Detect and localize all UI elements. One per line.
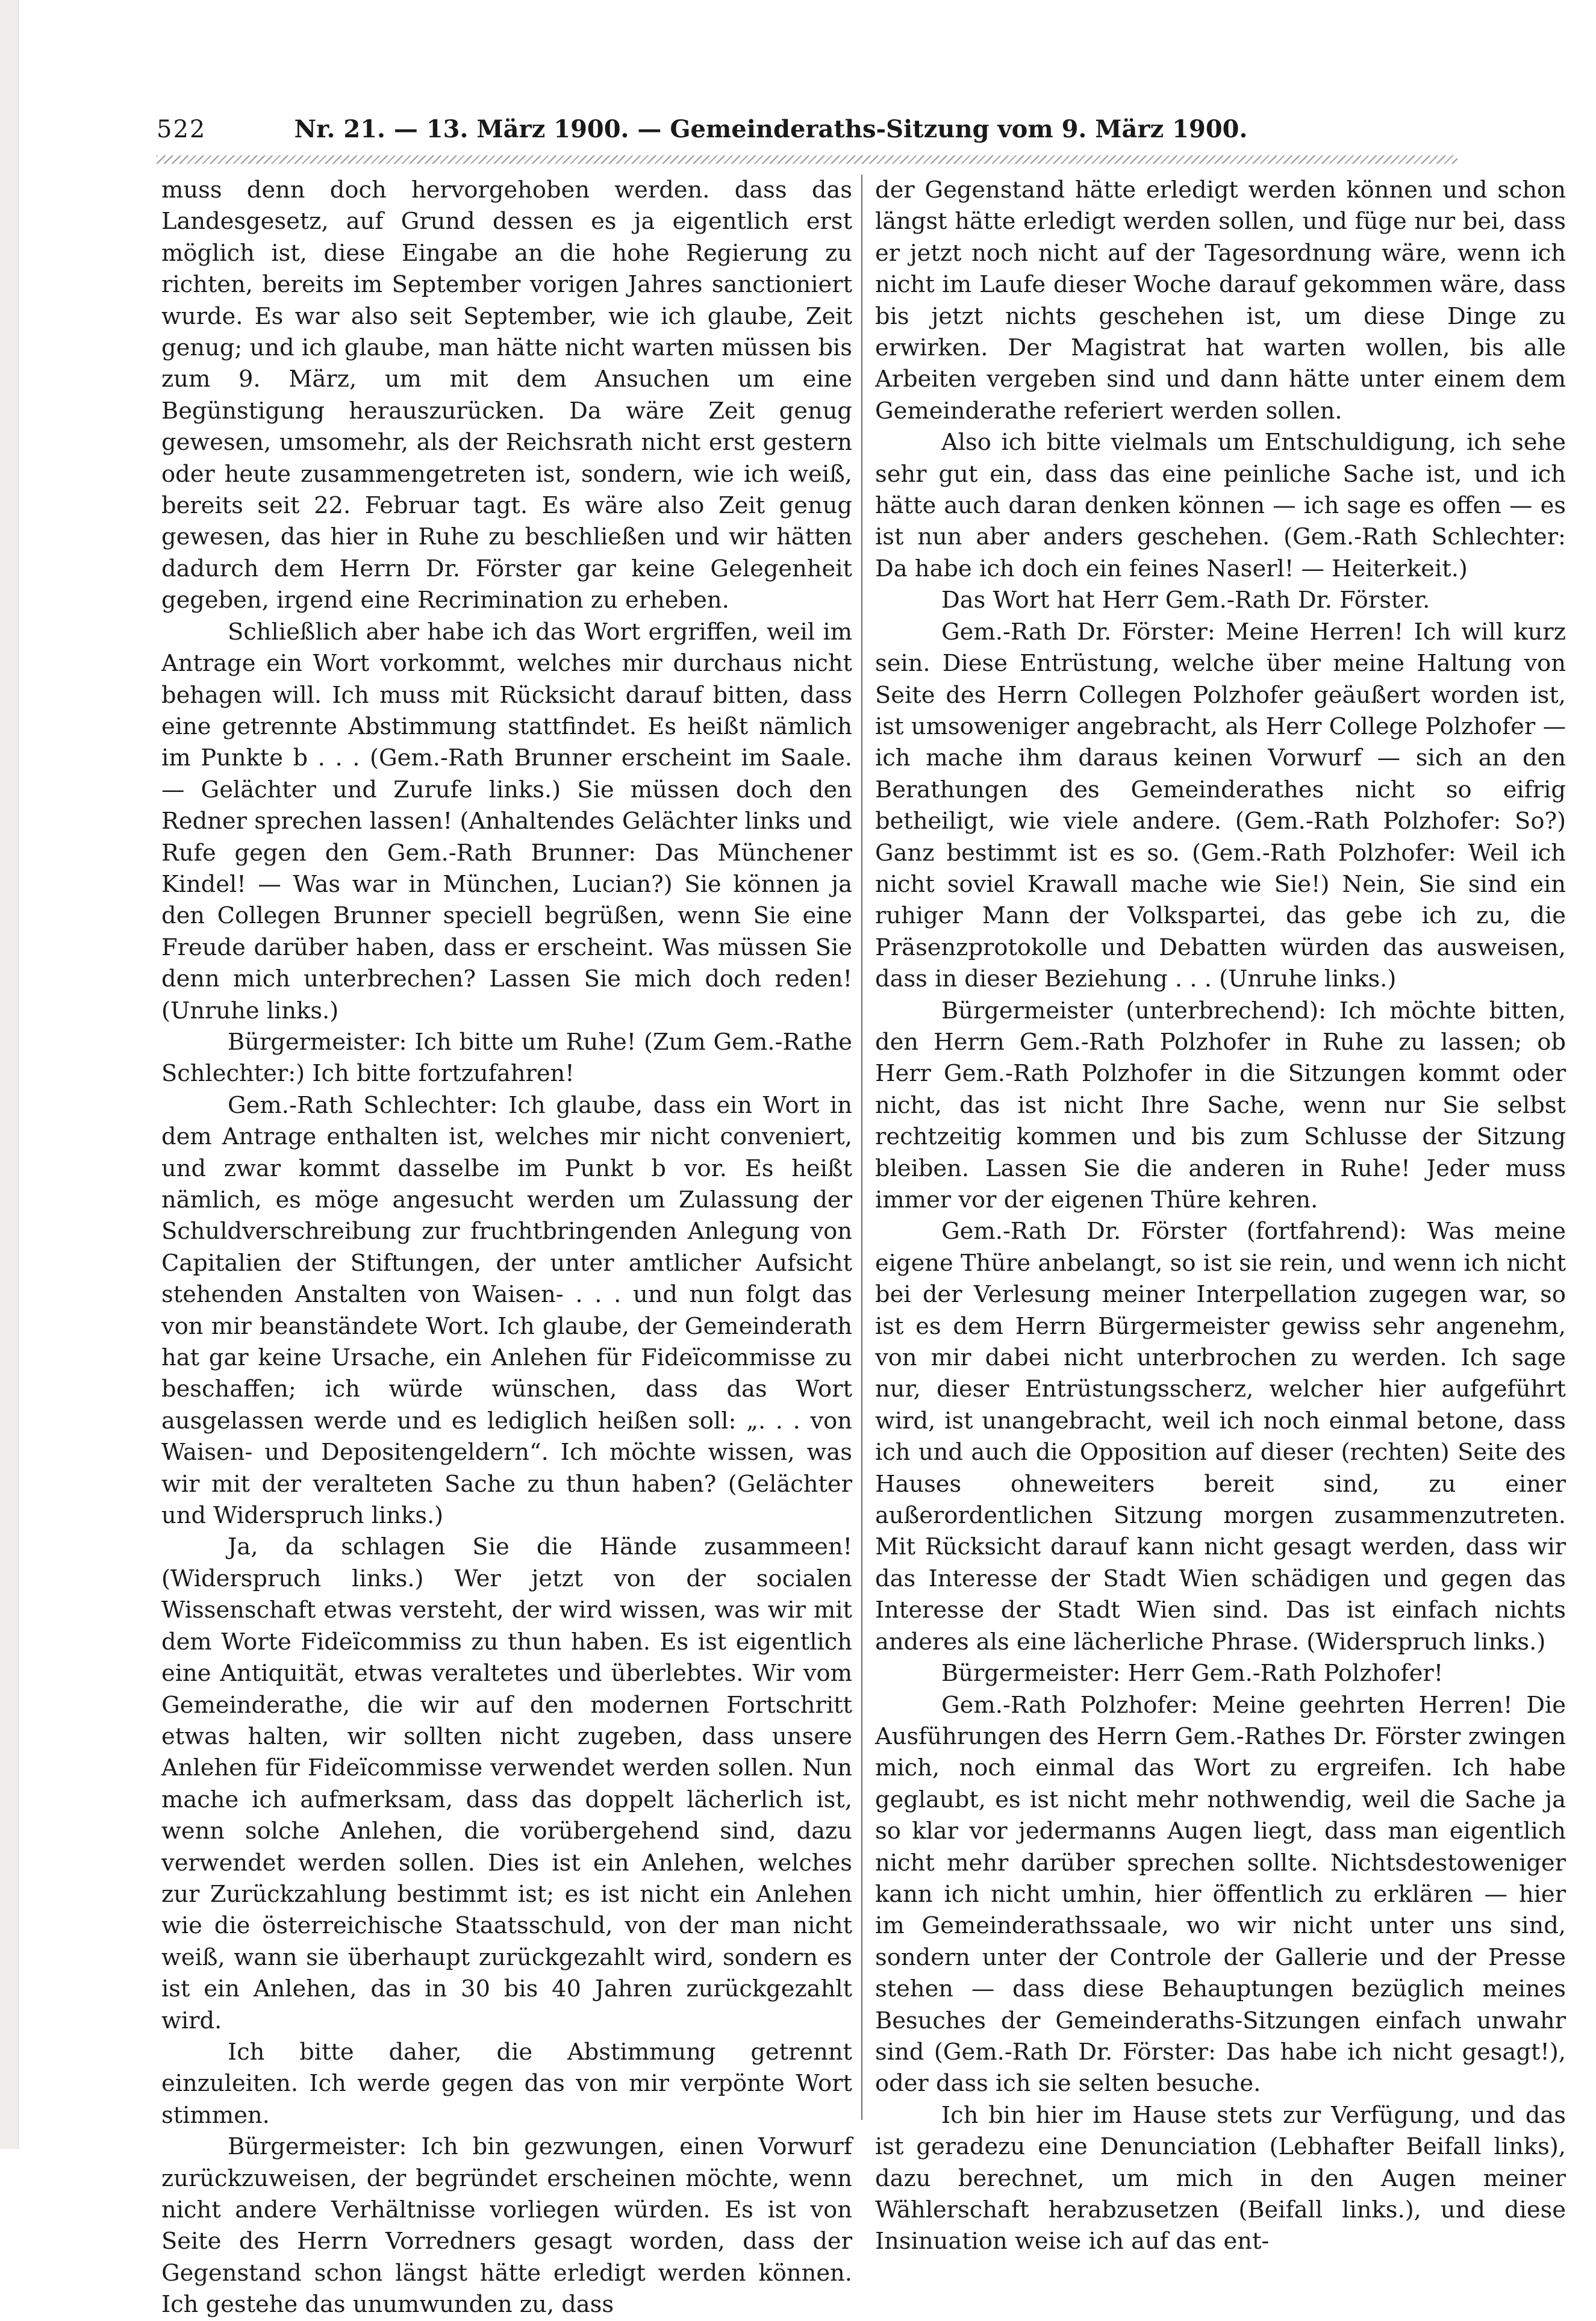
scan-edge <box>0 0 19 2149</box>
paragraph-speaker: Gem.-Rath Schlechter: Ich glaube, dass ein Wort in dem Antrage enthalten ist, welches mir nicht conveniert, und zwar kommt dasselbe im Punkt b vor. Es heißt nämlich, es möge angesucht werden um Zulassung der Schuldverschreibung zur fruchtbringenden Anlegung von Capitalien der Stiftungen, der unter amtlicher Aufsicht stehenden Anstalten von Waisen- . . . und nun folgt das von mir beanständete Wort. Ich glaube, der Gemeinderath hat gar keine Ursache, ein Anlehen für Fideïcommisse zu beschaffen; ich würde wünschen, dass das Wort ausgelassen werde und es lediglich heißen soll: „. . . von Waisen- und Depositengeldern“. Ich möchte wissen, was wir mit der veralteten Sache zu thun haben? (Gelächter und Widerspruch links.) <box>161 1091 852 1530</box>
paragraph: Schließlich aber habe ich das Wort ergriffen, weil im Antrage ein Wort vorkommt, welches mir durchaus nicht behagen will. Ich muss mit Rücksicht darauf bitten, dass eine getrennte Abstimmung stattfindet. Es heißt nämlich im Punkte b . . . (Gem.-Rath Brunner erscheint im Saale. — Gelächter und Zurufe links.) Sie müssen doch den Redner sprechen lassen! (Anhaltendes Gelächter links und Rufe gegen den Gem.-Rath Brunner: Das Münchener Kindel! — Was war in München, Lucian?) Sie können ja den Collegen Brunner speciell begrüßen, wenn Sie eine Freude darüber haben, dass er erscheint. Was müssen Sie denn mich unterbrechen? Lassen Sie mich doch reden! (Unruhe links.) <box>161 618 852 1024</box>
paragraph: Ich bin hier im Hause stets zur Verfügung, und das ist geradezu eine Denunciation (Lebhafter Beifall links), dazu berechnet, um mich in den Augen meiner Wählerschaft herabzusetzen (Beifall links.), und diese Insinuation weise ich auf das ent- <box>875 2101 1566 2255</box>
paragraph: Das Wort hat Herr Gem.-Rath Dr. Förster. <box>941 587 1430 614</box>
paragraph-speaker: Bürgermeister: Herr Gem.-Rath Polzhofer! <box>941 1660 1444 1687</box>
paragraph-speaker: Bürgermeister (unterbrechend): Ich möchte bitten, den Herrn Gem.-Rath Polzhofer in Ruhe zu lassen; ob Herr Gem.-Rath Polzhofer in die Sitzungen kommt oder nicht, das ist nicht Ihre Sache, wenn nur Sie selbst rechtzeitig kommen und bis zum Schlusse der Sitzung bleiben. Lassen Sie die anderen in Ruhe! Jeder muss immer vor der eigenen Thüre kehren. <box>875 997 1566 1213</box>
column-divider <box>861 175 862 2120</box>
header-rule <box>157 155 1457 164</box>
paragraph-speaker: Bürgermeister: Ich bitte um Ruhe! (Zum Gem.-Rathe Schlechter:) Ich bitte fortzufahren! <box>161 1028 852 1088</box>
paragraph-speaker: Gem.-Rath Dr. Förster: Meine Herren! Ich will kurz sein. Diese Entrüstung, welche über meine Haltung von Seite des Herrn Collegen Polzhofer geäußert worden ist, ist umsoweniger angebracht, als Herr College Polzhofer — ich mache ihm daraus keinen Vorwurf — sich an den Berathungen des Gemeinderathes nicht so eifrig betheiligt, wie viele andere. (Gem.-Rath Polzhofer: So?) Ganz bestimmt ist es so. (Gem.-Rath Polzhofer: Weil ich nicht soviel Krawall mache wie Sie!) Nein, Sie sind ein ruhiger Mann der Volkspartei, das gebe ich zu, die Präsenzprotokolle und Debatten würden das ausweisen, dass in dieser Beziehung . . . (Unruhe links.) <box>875 618 1566 993</box>
page-header <box>157 111 1289 148</box>
paragraph: Also ich bitte vielmals um Entschuldigung, ich sehe sehr gut ein, dass das eine peinliche Sache ist, und ich hätte auch daran denken können — ich sage es offen — es ist nun aber anders geschehen. (Gem.-Rath Schlechter: Da habe ich doch ein feines Naserl! — Heiterkeit.) <box>875 429 1566 582</box>
paragraph-speaker: Gem.-Rath Dr. Förster (fortfahrend): Was meine eigene Thüre anbelangt, so ist sie rein, und wenn ich nicht bei der Verlesung meiner Interpellation zugegen war, so ist es dem Herrn Bürgermeister gewiss sehr angenehm, von mir dabei nicht unterbrochen zu werden. Ich sage nur, dieser Entrüstungsscherz, welcher hier aufgeführt wird, ist unangebracht, weil ich noch einmal betone, dass ich und auch die Opposition auf dieser (rechten) Seite des Hauses ohneweiters bereit sind, zu einer außerordentlichen Sitzung morgen zusammenzutreten. Mit Rücksicht darauf kann nicht gesagt werden, dass wir das Interesse der Stadt Wien schädigen und gegen das Interesse der Stadt Wien sind. Das ist einfach nichts anderes als eine lächerliche Phrase. (Widerspruch links.) <box>875 1218 1566 1656</box>
paragraph: muss denn doch hervorgehoben werden. dass das Landesgesetz, auf Grund dessen es ja eigentlich erst möglich ist, diese Eingabe an die hohe Regierung zu richten, bereits im September vorigen Jahres sanctioniert wurde. Es war also seit September, wie ich glaube, Zeit genug; und ich glaube, man hätte nicht warten müssen bis zum 9. März, um mit dem Ansuchen um eine Begünstigung herauszurücken. Da wäre Zeit genug gewesen, umsomehr, als der Reichsrath nicht erst gestern oder heute zusammengetreten ist, sondern, wie ich weiß, bereits seit 22. Februar tagt. Es wäre also Zeit genug gewesen, das hier in Ruhe zu beschließen und wir hätten dadurch dem Herrn Dr. Förster gar keine Gelegenheit gegeben, irgend eine Recrimination zu erheben. <box>161 176 852 614</box>
page-number: 522 <box>157 116 207 143</box>
paragraph: Ja, da schlagen Sie die Hände zusammeen! (Widerspruch links.) Wer jetzt von der socialen Wissenschaft etwas versteht, der wird wissen, was wir mit dem Worte Fideïcommiss zu thun haben. Es ist eigentlich eine Antiquität, etwas veraltetes und überlebtes. Wir vom Gemeinderathe, die wir auf den modernen Fortschritt etwas halten, wir sollten nicht zugeben, dass unsere Anlehen für Fideïcommisse verwendet werden sollen. Nun mache ich aufmerksam, dass das doppelt lächerlich ist, wenn solche Anlehen, die vorübergehend sind, dazu verwendet werden sollen. Dies ist ein Anlehen, welches zur Zurückzahlung bestimmt ist; es ist nicht ein Anlehen wie die österreichische Staatsschuld, von der man nicht weiß, wann sie überhaupt zurückgezahlt wird, sondern es ist ein Anlehen, das in 30 bis 40 Jahren zurückgezahlt wird. <box>161 1533 852 2034</box>
paragraph: der Gegenstand hätte erledigt werden können und schon längst hätte erledigt werden sollen, und füge nur bei, dass er jetzt noch nicht auf der Tagesordnung wäre, wenn ich nicht im Laufe dieser Woche darauf gekommen wäre, dass bis jetzt nichts geschehen ist, um diese Dinge zu erwirken. Der Magistrat hat warten wollen, bis alle Arbeiten vergeben sind und dann hätte unter einem dem Gemeinderathe referiert werden sollen. <box>875 176 1566 425</box>
left-column <box>161 175 852 2321</box>
paragraph-speaker: Bürgermeister: Ich bin gezwungen, einen Vorwurf zurückzuweisen, der begründet erscheinen möchte, wenn nicht andere Verhältnisse vorliegen würden. Es ist von Seite des Herrn Vorredners gesagt worden, dass der Gegenstand schon längst hätte erledigt werden können. Ich gestehe das unumwunden zu, dass <box>161 2133 852 2319</box>
paragraph: Ich bitte daher, die Abstimmung getrennt einzuleiten. Ich werde gegen das von mir verpönte Wort stimmen. <box>161 2038 852 2129</box>
running-title: Nr. 21. — 13. März 1900. — Gemeinderaths-Sitzung vom 9. März 1900. <box>294 115 1248 143</box>
paragraph-speaker: Gem.-Rath Polzhofer: Meine geehrten Herren! Die Ausführungen des Herrn Gem.-Rathes Dr. Förster zwingen mich, noch einmal das Wort zu ergreifen. Ich habe geglaubt, es ist nicht mehr nothwendig, weil die Sache ja so klar vor jedermanns Augen liegt, dass man eigentlich nicht mehr darüber sprechen sollte. Nichtsdestoweniger kann ich nicht umhin, hier öffentlich zu erklären — hier im Gemeinderathssaale, wo wir nicht unter uns sind, sondern unter der Controle der Gallerie und der Presse stehen — dass diese Behauptungen bezüglich meines Besuches der Gemeinderaths-Sitzungen einfach unwahr sind (Gem.-Rath Dr. Förster: Das habe ich nicht gesagt!), oder dass ich sie selten besuche. <box>875 1691 1566 2098</box>
right-column <box>875 175 1566 2258</box>
